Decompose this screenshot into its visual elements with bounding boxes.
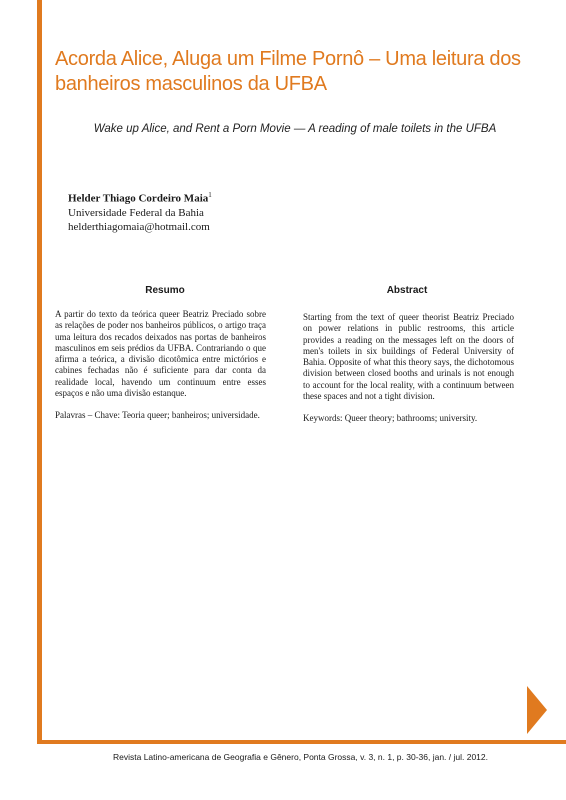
abstract-body: Starting from the text of queer theorist Beatriz Preciado on power relations in public restrooms, this article provides a reading on the messages left on the doors of men's toilets in six buildings of Federal University of Bahia. Opposite of what this theory says, the dichotomous division between closed booths and urinals is not enough to account for the local reality, with a continuum between these spaces and not a tight division. bbox=[303, 312, 514, 402]
journal-footer: Revista Latino-americana de Geografia e Gênero, Ponta Grossa, v. 3, n. 1, p. 30-36, jan. / jul. 2012. bbox=[113, 752, 489, 762]
abstract-column bbox=[303, 312, 514, 436]
author-block bbox=[68, 188, 212, 234]
bottom-accent-rule bbox=[37, 740, 566, 744]
author-institution: Universidade Federal da Bahia bbox=[68, 206, 204, 219]
author-email: helderthiagomaia@hotmail.com bbox=[68, 220, 210, 233]
article-subtitle: Wake up Alice, and Rent a Porn Movie — A reading of male toilets in the UFBA bbox=[93, 123, 497, 135]
author-footnote-marker: 1 bbox=[208, 191, 212, 199]
author-name bbox=[68, 188, 212, 206]
resumo-column bbox=[55, 309, 266, 433]
abstract-keywords: Keywords: Queer theory; bathrooms; university. bbox=[303, 413, 478, 424]
author-name-text: Helder Thiago Cordeiro Maia bbox=[68, 192, 209, 205]
left-accent-rule bbox=[37, 0, 42, 740]
resumo-keywords: Palavras – Chave: Teoria queer; banheiros; universidade. bbox=[55, 410, 260, 421]
resumo-heading: Resumo bbox=[145, 285, 185, 296]
resumo-body: A partir do texto da teórica queer Beatriz Preciado sobre as relações de poder nos banheiros públicos, o artigo traça uma leitura dos recados deixados nas portas de banheiros masculinos em seis prédios da UFBA. Contrariando o que afirma a teórica, a divisão dicotômica entre mictórios e cabines fechadas não é suficiente para dar conta da realidade local, havendo um continuum entre esses espaços e não uma divisão estanque. bbox=[55, 309, 266, 399]
article-title: Acorda Alice, Aluga um Filme Pornô – Uma leitura dos banheiros masculinos da UFBA bbox=[55, 48, 521, 95]
next-page-arrow-icon[interactable] bbox=[527, 686, 547, 734]
abstract-heading: Abstract bbox=[386, 285, 428, 296]
